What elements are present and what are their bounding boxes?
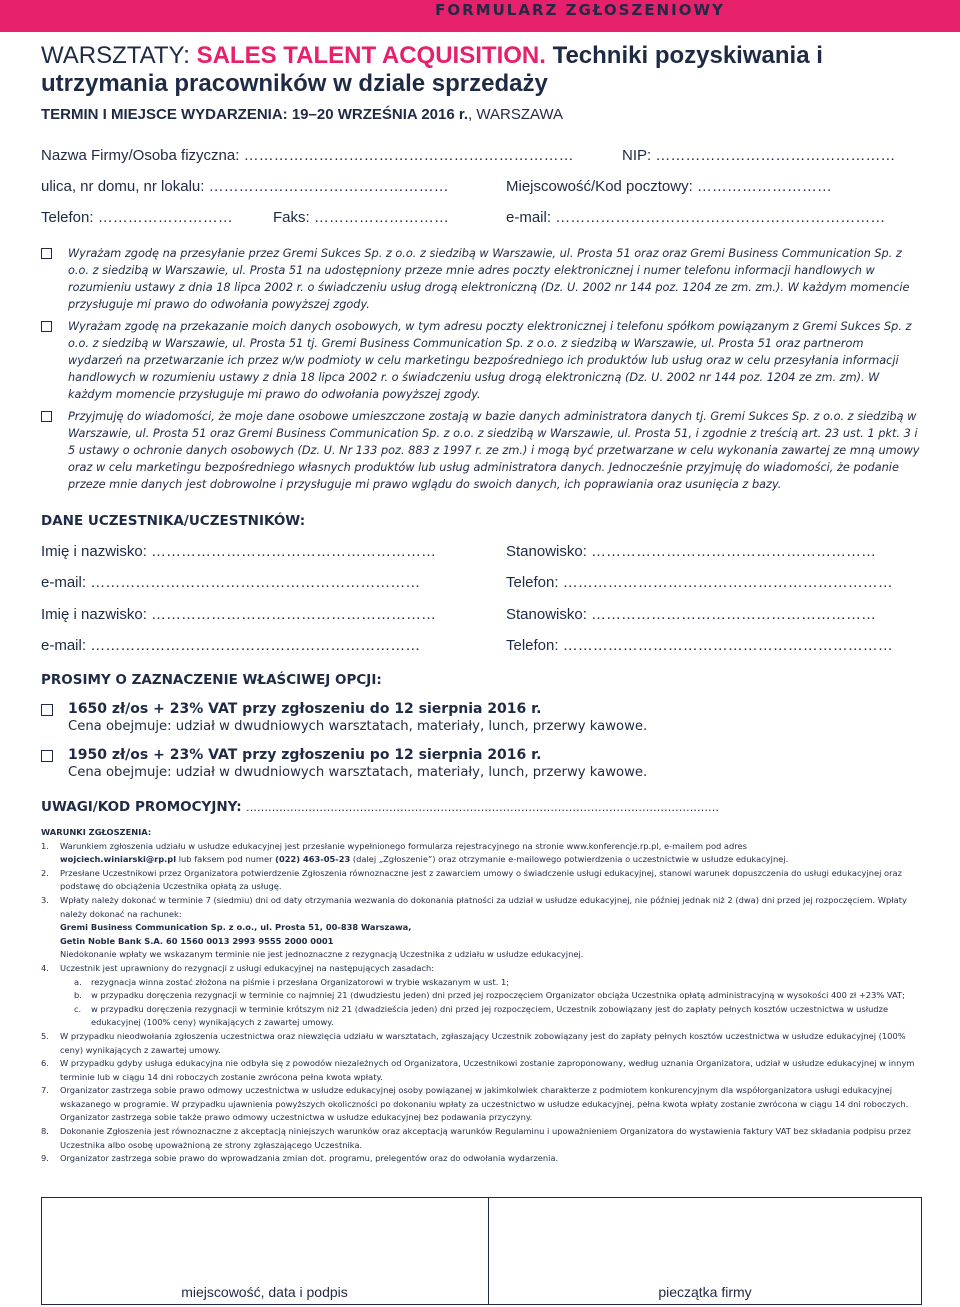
terms-heading: WARUNKI ZGŁOSZENIA: <box>41 827 152 837</box>
participant-name-dots: ………………………………………………… <box>151 606 437 623</box>
terms-item-number: 9. <box>41 1153 49 1164</box>
company-stamp-label: pieczątka firmy <box>658 1284 752 1300</box>
consent-checkbox[interactable] <box>41 248 52 259</box>
participant-1-position-field[interactable] <box>506 543 876 560</box>
terms-item-number: 5. <box>41 1030 49 1041</box>
phone-dots: ……………………… <box>97 209 233 226</box>
terms-subitem <box>60 1003 921 1030</box>
terms-subitem-text: rezygnacja winna zostać złożona na piśmie i przesłana Organizatorowi w trybie wskazanym w ust. 1; <box>91 976 510 987</box>
bank-account-number: Getin Noble Bank S.A. 60 1560 0013 2993 9555 2000 0001 <box>60 935 334 946</box>
terms-item-text: Uczestnik jest uprawniony do rezygnacji z usługi edukacyjnej na następujących zasadach: <box>60 962 435 973</box>
terms-subitem-text: w przypadku doręczenia rezygnacji w terminie krótszym niż 21 (dwadzieścia jeden) dni przed jej rozpoczęciem, Uczestnik zobowiązany jest do zapłaty pełnych kosztów uczestnictwa w usłudze edukacyjnej (100% ceny) wynikających z zawartej umowy. <box>91 1003 889 1028</box>
option-checkbox[interactable] <box>41 750 53 762</box>
option-late <box>41 747 921 781</box>
terms-subitem-letter: c. <box>74 1003 82 1014</box>
street-field[interactable] <box>41 178 449 195</box>
terms-item <box>41 1084 921 1125</box>
terms-item-text: (dalej „Zgłoszenie”) oraz otrzymanie e-mailowego potwierdzenia o uczestnictwie w usłudze edukacyjnej. <box>350 854 789 865</box>
option-early <box>41 701 921 735</box>
terms-item-text: lub faksem pod numer <box>176 854 276 865</box>
terms-item-text: W przypadku nieodwołania zgłoszenia uczestnictwa oraz niewzięcia udziału w warsztatach, zgłaszający Uczestnik zobowiązany jest do zapłaty pełnych kosztów uczestnictwa w usłudze edukacyjnej (100% ceny) wynikających z zawartej umowy. <box>60 1030 906 1055</box>
option-price: 1650 zł/os + 23% VAT przy zgłoszeniu do 12 sierpnia 2016 r. <box>68 701 542 717</box>
event-place: , WARSZAWA <box>468 106 564 123</box>
terms-item-number: 3. <box>41 894 49 905</box>
terms-item <box>41 867 921 894</box>
terms-subitem <box>60 989 921 1003</box>
participant-1-name-field[interactable] <box>41 543 436 560</box>
consent-text: Wyrażam zgodę na przekazanie moich danych osobowych, w tym adresu poczty elektronicznej i telefonu spółkom powiązanym z Gremi Sukces Sp. z o.o. z siedzibą w Warszawie, ul. Prosta 51 tj. Gremi Business Communication Sp. z o.o. z siedzibą w Warszawie, ul. Prosta 51 oraz partnerom wydarzeń na przetwarzanie ich przez w/w podmioty w celu marketingu bezpośredniego ich produktów lub usług oraz w celu przesyłania informacji handlowych w rozumieniu ustawy z dnia 18 lipca 2002 r. o świadczeniu usług drogą elektroniczną (Dz. U. 2002 nr 144 poz. 1204 ze zm. zm). W każdym momencie przysługuje mi prawo do odwołania powyższej zgody. <box>68 320 912 401</box>
terms-item <box>41 1125 921 1152</box>
participant-position-dots: ………………………………………………… <box>591 606 877 623</box>
participant-1-email-field[interactable] <box>41 574 420 591</box>
company-email-field[interactable] <box>506 209 885 226</box>
terms-subitem-letter: b. <box>74 990 82 1001</box>
participant-phone-label: Telefon: <box>506 637 559 654</box>
terms-item-number: 6. <box>41 1058 49 1069</box>
street-label: ulica, nr domu, nr lokalu: <box>41 178 205 195</box>
participant-position-label: Stanowisko: <box>506 606 587 623</box>
option-description: Cena obejmuje: udział w dwudniowych warsztatach, materiały, lunch, przerwy kawowe. <box>68 719 648 734</box>
participant-2-phone-field[interactable] <box>506 637 893 654</box>
terms-item-text: Wpłaty należy dokonać w terminie 7 (siedmiu) dni od daty otrzymania wezwania do dokonania płatności za udział w usłudze edukacyjnej, nie później jednak niż 2 (dwa) dni przed jej rozpoczęciem. Wpłaty należy dokonać na rachunek: <box>60 894 907 919</box>
fax-dots: ……………………… <box>313 209 449 226</box>
promo-label: UWAGI/KOD PROMOCYJNY: <box>41 799 242 815</box>
nip-label: NIP: <box>622 147 652 164</box>
city-field[interactable] <box>506 178 832 195</box>
terms-item-number: 2. <box>41 867 49 878</box>
option-checkbox[interactable] <box>41 704 53 716</box>
participant-phone-dots: ………………………………………………………… <box>562 574 893 591</box>
company-email-label: e-mail: <box>506 209 552 226</box>
nip-dots: ………………………………………… <box>655 147 896 164</box>
event-date-place <box>41 106 563 123</box>
participant-2-position-field[interactable] <box>506 606 876 623</box>
terms-item-text: Organizator zastrzega sobie prawo odmowy uczestnictwa w usłudze edukacyjnej osoby powiązanej w jakimkolwiek charakterze z podmiotem konkurencyjnym dla współorganizatora usługi edukacyjnej wskazanego w programie. W przypadku ujawnienia powyższych okoliczności po dokonaniu wpłaty za uczestnictwo w usłudze edukacyjnej, pełna kwota wpłaty zostanie zwrócona w ciągu 14 dni roboczych. Organizator zastrzega sobie także prawo odmowy uczestnictwa w usłudze edukacyjnej bez podawania przyczyny. <box>60 1085 909 1123</box>
option-description: Cena obejmuje: udział w dwudniowych warsztatach, materiały, lunch, przerwy kawowe. <box>68 765 648 780</box>
terms-subitem-letter: a. <box>74 976 82 987</box>
terms-item <box>41 1030 921 1057</box>
consent-checkbox[interactable] <box>41 411 52 422</box>
participant-email-label: e-mail: <box>41 637 87 654</box>
organizer-email-link[interactable]: wojciech.winiarski@rp.pl <box>60 854 177 865</box>
signature-place-date-label: miejscowość, data i podpis <box>181 1284 348 1300</box>
banner-text: FORMULARZ ZGŁOSZENIOWY <box>435 1 725 19</box>
participant-2-email-field[interactable] <box>41 637 420 654</box>
consent-marketing <box>41 245 921 313</box>
participant-phone-label: Telefon: <box>506 574 559 591</box>
terms-item-text: Organizator zastrzega sobie prawo do wprowadzania zmian dot. programu, prelegentów oraz do odwołania wydarzenia. <box>60 1153 559 1164</box>
company-name-dots: ………………………………………………………… <box>243 147 574 164</box>
consent-text: Wyrażam zgodę na przesyłanie przez Gremi Sukces Sp. z o.o. z siedzibą w Warszawie, ul. Prosta 51 oraz oraz Gremi Business Communication Sp. z o.o. z siedzibą w Warszawie, ul. Prosta 51 na udostępniony przeze mnie adres poczty elektronicznej i numer telefonu informacji handlowych w rozumieniu ustawy z dnia 18 lipca 2002 r. o świadczeniu usług drogą elektroniczną (Dz. U. 2002 nr 144 poz. 1204 ze zm. zm.). W każdym momencie przysługuje mi prawo do odwołania powyższej zgody. <box>68 247 910 311</box>
consent-checkbox[interactable] <box>41 321 52 332</box>
terms-item-text: Niedokonanie wpłaty we wskazanym terminie nie jest jednoznaczne z rezygnacją Uczestnika z udziału w usłudze edukacyjnej. <box>60 949 584 960</box>
terms-item <box>41 894 921 962</box>
terms-section <box>41 826 921 1166</box>
participants-heading: DANE UCZESTNIKA/UCZESTNIKÓW: <box>41 513 306 529</box>
participant-phone-dots: ………………………………………………………… <box>562 637 893 654</box>
terms-subitem <box>60 976 921 990</box>
event-date: TERMIN I MIEJSCE WYDARZENIA: 19–20 WRZEŚNIA 2016 r. <box>41 106 469 123</box>
participant-1-phone-field[interactable] <box>506 574 893 591</box>
participant-name-dots: ………………………………………………… <box>151 543 437 560</box>
terms-item <box>41 1057 921 1084</box>
workshop-title <box>41 42 921 98</box>
participant-email-label: e-mail: <box>41 574 87 591</box>
participant-2-name-field[interactable] <box>41 606 436 623</box>
participant-email-dots: ………………………………………………………… <box>90 574 421 591</box>
company-name-label: Nazwa Firmy/Osoba fizyczna: <box>41 147 240 164</box>
terms-subitem-text: w przypadku doręczenia rezygnacji w terminie co najmniej 21 (dwudziestu jeden) dni przed jej rozpoczęciem Organizator obciąża Uczestnika opłatą administracyjną w wysokości 400 zł +23% VAT; <box>91 990 905 1001</box>
terms-item-number: 8. <box>41 1126 49 1137</box>
terms-item-text: Przesłane Uczestnikowi przez Organizatora potwierdzenie Zgłoszenia równoznaczne jest z zawarciem umowy o świadczenie usługi edukacyjnej, stanowi warunek dopuszczenia do usługi edukacyjnej oraz podstawę do obciążenia Uczestnika opłatą za usługę. <box>60 867 902 892</box>
phone-label: Telefon: <box>41 209 94 226</box>
city-dots: ……………………… <box>696 178 832 195</box>
organizer-fax-number: (022) 463-05-23 <box>275 854 351 865</box>
terms-item <box>41 962 921 976</box>
fax-field[interactable] <box>273 209 449 226</box>
fax-label: Faks: <box>273 209 310 226</box>
terms-item-number: 1. <box>41 840 49 851</box>
option-price: 1950 zł/os + 23% VAT przy zgłoszeniu po 12 sierpnia 2016 r. <box>68 747 542 763</box>
terms-subitems <box>41 976 921 1030</box>
terms-item-text: Warunkiem zgłoszenia udziału w usłudze edukacyjnej jest przesłanie wypełnionego formularza rejestracyjnego na stronie www.konferencje.rp.pl, e-mailem pod adres <box>60 840 747 851</box>
consent-data-sharing <box>41 318 921 403</box>
participant-position-dots: ………………………………………………… <box>591 543 877 560</box>
company-name-field[interactable] <box>41 147 574 164</box>
promo-dots: ………………………………………………………………………………………………………………… <box>245 801 719 814</box>
participant-name-label: Imię i nazwisko: <box>41 543 147 560</box>
terms-item-number: 4. <box>41 962 49 973</box>
city-label: Miejscowość/Kod pocztowy: <box>506 178 693 195</box>
promo-field[interactable] <box>41 799 719 815</box>
participant-name-label: Imię i nazwisko: <box>41 606 147 623</box>
terms-item <box>41 840 921 867</box>
company-email-dots: ………………………………………………………… <box>555 209 886 226</box>
title-prefix: WARSZTATY: <box>41 42 197 69</box>
participant-position-label: Stanowisko: <box>506 543 587 560</box>
terms-item-text: Dokonanie Zgłoszenia jest równoznaczne z akceptacją niniejszych warunków oraz akceptacją warunków Regulaminu i upoważnieniem Organizatora do wystawienia faktury VAT bez składania podpisu przez Uczestnika albo osobę upoważnioną ze strony zgłaszającego Uczestnika. <box>60 1126 911 1150</box>
terms-item-number: 7. <box>41 1085 49 1096</box>
form-banner <box>0 0 960 32</box>
phone-field[interactable] <box>41 209 233 226</box>
title-accent: SALES TALENT ACQUISITION. <box>196 42 546 69</box>
nip-field[interactable] <box>622 147 895 164</box>
terms-item <box>41 1152 921 1166</box>
terms-item-text: W przypadku gdyby usługa edukacyjna nie odbyła się z powodów niezależnych od Organizatora, Uczestnikowi zostanie zaproponowany, według uznania Organizatora, udział w usłudze edukacyjnej w innym terminie lub w ciągu 14 dni roboczych zostanie zwrócona pełna kwota wpłaty. <box>60 1058 915 1082</box>
consent-data-processing <box>41 408 921 493</box>
bank-account-holder: Gremi Business Communication Sp. z o.o., ul. Prosta 51, 00-838 Warszawa, <box>60 922 412 933</box>
participant-email-dots: ………………………………………………………… <box>90 637 421 654</box>
street-dots: ………………………………………… <box>208 178 449 195</box>
options-heading: PROSIMY O ZAZNACZENIE WŁAŚCIWEJ OPCJI: <box>41 672 382 688</box>
title-rest: Techniki pozyskiwania i utrzymania pracowników w dziale sprzedaży <box>41 42 823 97</box>
consent-text: Przyjmuję do wiadomości, że moje dane osobowe umieszczone zostają w bazie danych administratora danych tj. Gremi Sukces Sp. z o.o. z siedzibą w Warszawie, ul. Prosta 51 oraz Gremi Business Communication Sp. z o.o. z siedzibą w Warszawie, ul. Prosta 51, i zgodnie z treścią art. 23 ust. 1 pkt. 3 i 5 ustawy o ochronie danych osobowych (Dz. U. Nr 133 poz. 883 z 1997 r. ze zm.) i mogą być przetwarzane w celu wykonania zawartej ze mną umowy oraz w celu marketingu bezpośredniego własnych produktów lub usług administratora danych. Jednocześnie przyjmuję do wiadomości, że podanie przeze mnie danych jest dobrowolne i przysługuje mi prawo wglądu do swoich danych, ich poprawiania oraz usunięcia z bazy. <box>68 410 920 491</box>
